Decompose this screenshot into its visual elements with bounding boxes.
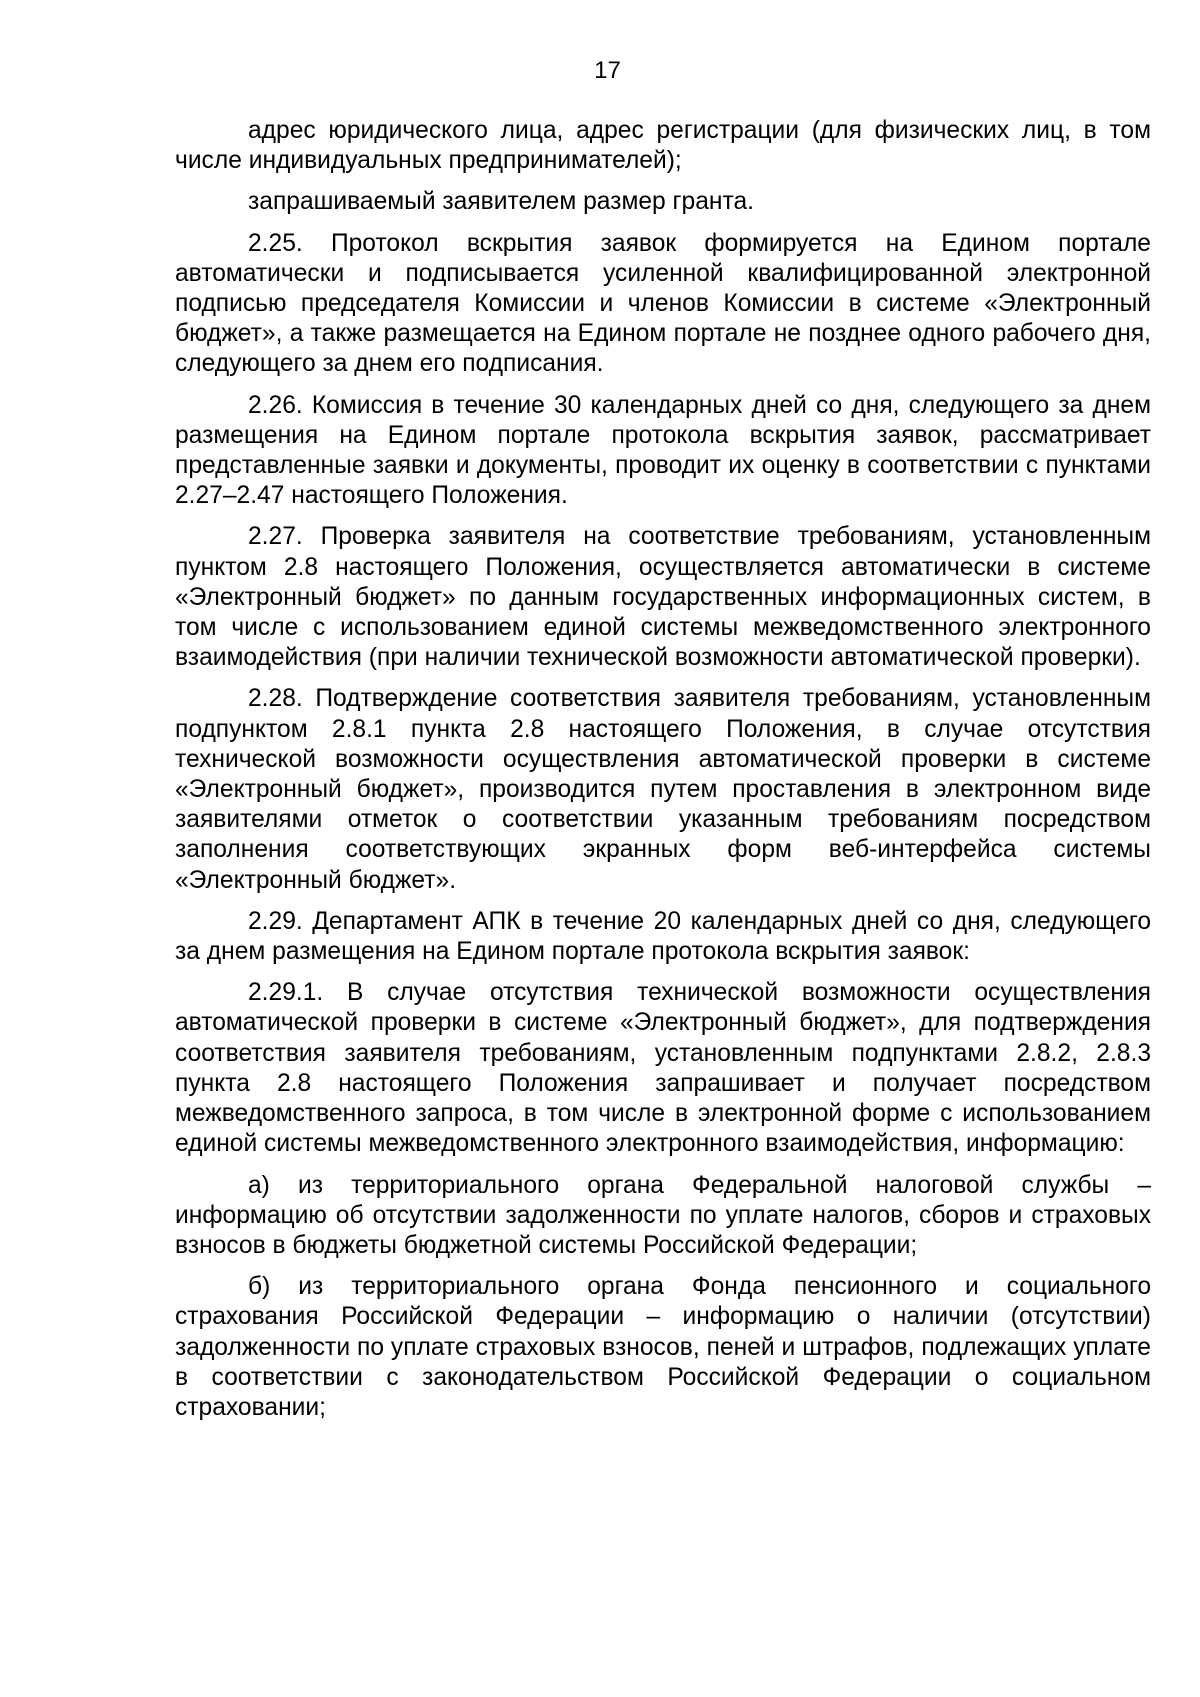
paragraph-item-a: а) из территориального органа Федеральной налоговой службы – информацию об отсутствии задолженности по уплате налогов, сборов и страховых взносов в бюджеты бюджетной системы Российской Федерации; — [175, 1171, 1151, 1259]
document-body — [175, 116, 1151, 1434]
paragraph-2-25: 2.25. Протокол вскрытия заявок формируется на Едином портале автоматически и подписывается усиленной квалифицированной электронной подписью председателя Комиссии и членов Комиссии в системе «Электронный бюджет», а также размещается на Едином портале не позднее одного рабочего дня, следующего за днем его подписания. — [175, 229, 1151, 378]
page-number: 17 — [594, 57, 621, 84]
paragraph-grant-amount: запрашиваемый заявителем размер гранта. — [248, 188, 754, 216]
paragraph-2-27: 2.27. Проверка заявителя на соответствие требованиям, установленным пунктом 2.8 настоящего Положения, осуществляется автоматически в системе «Электронный бюджет» по данным государственных информационных систем, в том числе с использованием единой системы межведомственного электронного взаимодействия (при наличии технической возможности автоматической проверки). — [175, 523, 1151, 672]
paragraph-2-29-1: 2.29.1. В случае отсутствия технической возможности осуществления автоматической проверки в системе «Электронный бюджет», для подтверждения соответствия заявителя требованиям, установленным подпунктами 2.8.2, 2.8.3 пункта 2.8 настоящего Положения запрашивает и получает посредством межведомственного запроса, в том числе в электронной форме с использованием единой системы межведомственного электронного взаимодействия, информацию: — [175, 979, 1151, 1158]
paragraph-item-b: б) из территориального органа Фонда пенсионного и социального страхования Российской Федерации – информацию о наличии (отсутствии) задолженности по уплате страховых взносов, пеней и штрафов, подлежащих уплате в соответствии с законодательством Российской Федерации о социальном страховании; — [175, 1273, 1151, 1421]
paragraph-2-26: 2.26. Комиссия в течение 30 календарных дней со дня, следующего за днем размещения на Едином портале протокола вскрытия заявок, рассматривает представленные заявки и документы, проводит их оценку в соответствии с пунктами 2.27–2.47 настоящего Положения. — [175, 391, 1151, 510]
paragraph-legal-address: адрес юридического лица, адрес регистрации (для физических лиц, в том числе индивидуальных предпринимателей); — [175, 117, 1151, 175]
paragraph-2-28: 2.28. Подтверждение соответствия заявителя требованиям, установленным подпунктом 2.8.1 пункта 2.8 настоящего Положения, в случае отсутствия технической возможности осуществления автоматической проверки в системе «Электронный бюджет», производится путем проставления в электронном виде заявителями отметок о соответствии указанным требованиям посредством заполнения соответствующих экранных форм веб-интерфейса системы «Электронный бюджет». — [175, 685, 1151, 894]
paragraph-2-29: 2.29. Департамент АПК в течение 20 календарных дней со дня, следующего за днем размещения на Едином портале протокола вскрытия заявок: — [175, 907, 1151, 966]
